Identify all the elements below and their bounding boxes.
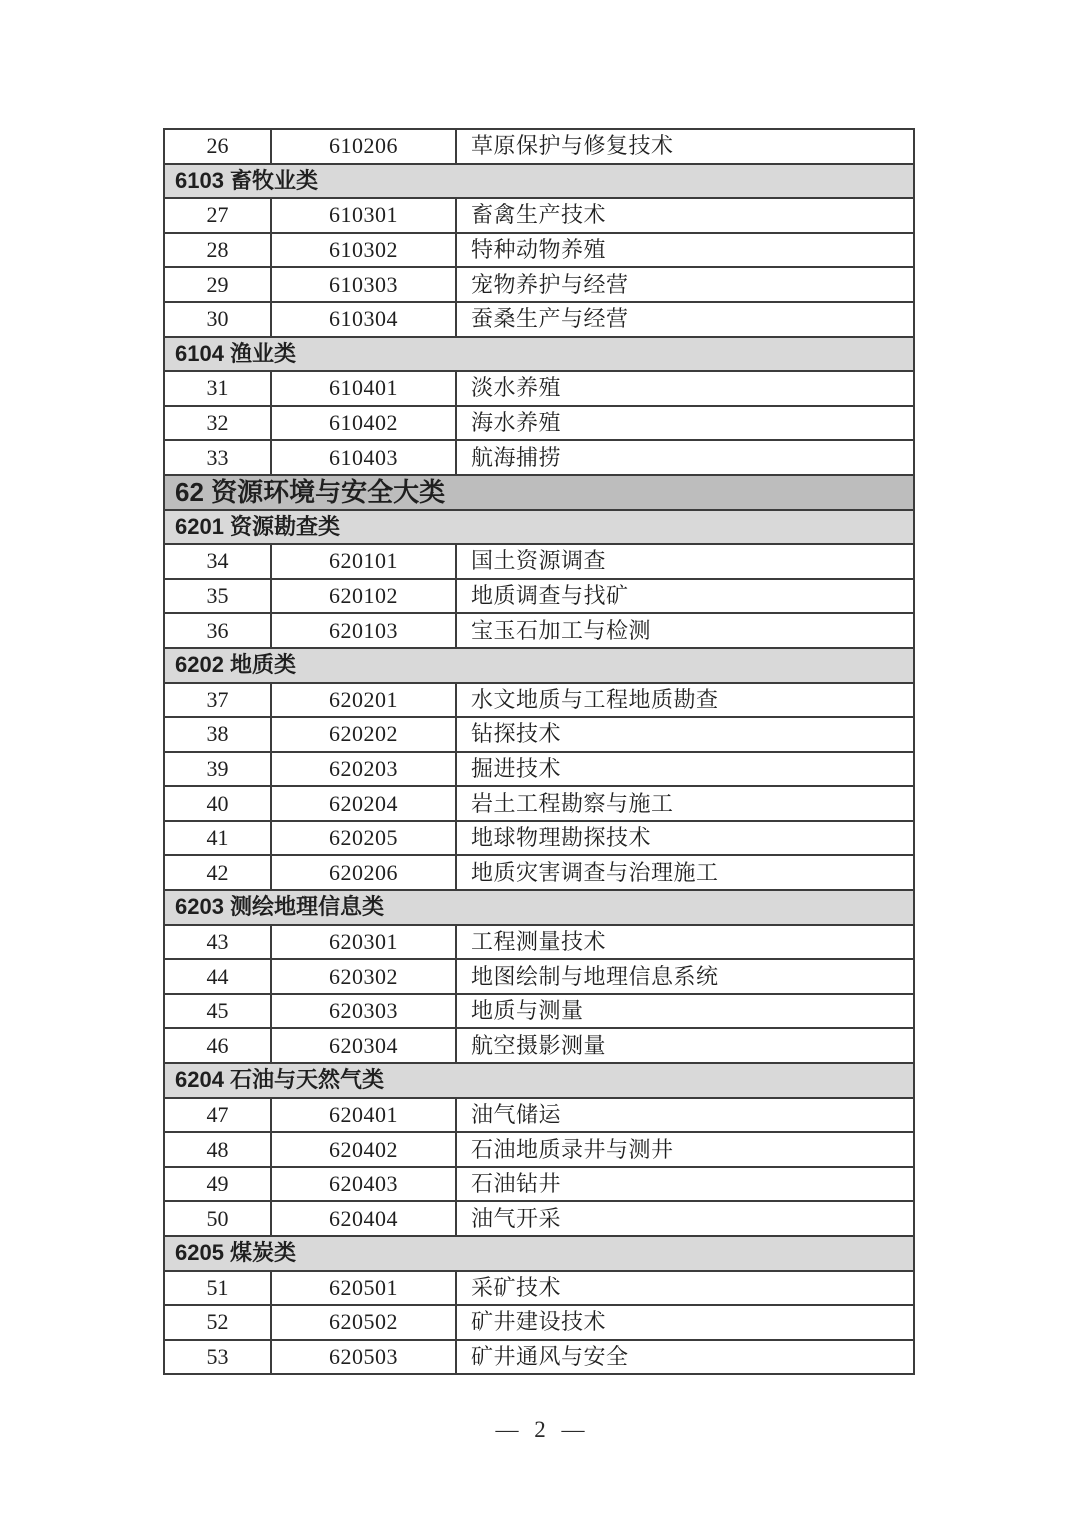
cell-seq: 26 (164, 129, 271, 164)
cell-code: 620204 (271, 786, 456, 821)
cell-name: 地质调查与找矿 (456, 579, 914, 614)
cell-name: 宠物养护与经营 (456, 267, 914, 302)
table-row (164, 406, 914, 441)
cell-seq: 39 (164, 752, 271, 787)
category-section-row (164, 890, 914, 925)
cell-name: 蚕桑生产与经营 (456, 302, 914, 337)
cell-code: 620404 (271, 1201, 456, 1236)
cell-code: 620402 (271, 1132, 456, 1167)
section-label: 6205 煤炭类 (164, 1236, 914, 1271)
table-row (164, 786, 914, 821)
cell-name: 掘进技术 (456, 752, 914, 787)
cell-seq: 43 (164, 925, 271, 960)
page-number: — 2 — (495, 1417, 585, 1442)
cell-code: 620201 (271, 683, 456, 718)
category-section-row (164, 337, 914, 372)
cell-seq: 38 (164, 717, 271, 752)
table-row (164, 1305, 914, 1340)
table-row (164, 1132, 914, 1167)
cell-code: 620203 (271, 752, 456, 787)
section-label: 6103 畜牧业类 (164, 164, 914, 199)
table-row (164, 683, 914, 718)
table-row (164, 267, 914, 302)
cell-code: 620103 (271, 613, 456, 648)
table-row (164, 544, 914, 579)
cell-code: 610301 (271, 198, 456, 233)
section-label: 6202 地质类 (164, 648, 914, 683)
cell-name: 地质灾害调查与治理施工 (456, 855, 914, 890)
cell-seq: 42 (164, 855, 271, 890)
cell-seq: 48 (164, 1132, 271, 1167)
cell-name: 矿井通风与安全 (456, 1340, 914, 1375)
cell-name: 地图绘制与地理信息系统 (456, 959, 914, 994)
cell-name: 石油钻井 (456, 1167, 914, 1202)
table-row (164, 925, 914, 960)
table-row (164, 1271, 914, 1306)
cell-seq: 35 (164, 579, 271, 614)
cell-name: 航空摄影测量 (456, 1028, 914, 1063)
category-section-row (164, 164, 914, 199)
cell-code: 620206 (271, 855, 456, 890)
cell-code: 620101 (271, 544, 456, 579)
table-row (164, 613, 914, 648)
cell-seq: 34 (164, 544, 271, 579)
cell-name: 海水养殖 (456, 406, 914, 441)
cell-code: 620102 (271, 579, 456, 614)
cell-code: 620304 (271, 1028, 456, 1063)
table-row (164, 1167, 914, 1202)
cell-name: 采矿技术 (456, 1271, 914, 1306)
table-row (164, 717, 914, 752)
cell-seq: 51 (164, 1271, 271, 1306)
majors-table (163, 128, 915, 1375)
table-row (164, 233, 914, 268)
table-row (164, 579, 914, 614)
cell-name: 宝玉石加工与检测 (456, 613, 914, 648)
cell-seq: 45 (164, 994, 271, 1029)
cell-seq: 30 (164, 302, 271, 337)
cell-name: 国土资源调查 (456, 544, 914, 579)
section-label: 6104 渔业类 (164, 337, 914, 372)
section-label: 6203 测绘地理信息类 (164, 890, 914, 925)
table-row (164, 440, 914, 475)
cell-code: 620302 (271, 959, 456, 994)
cell-code: 620205 (271, 821, 456, 856)
majors-table-body (164, 129, 914, 1374)
table-row (164, 821, 914, 856)
table-row (164, 959, 914, 994)
cell-seq: 52 (164, 1305, 271, 1340)
table-row (164, 371, 914, 406)
cell-seq: 33 (164, 440, 271, 475)
table-row (164, 994, 914, 1029)
section-label: 62 资源环境与安全大类 (164, 475, 914, 510)
cell-seq: 53 (164, 1340, 271, 1375)
cell-seq: 41 (164, 821, 271, 856)
cell-seq: 40 (164, 786, 271, 821)
section-label: 6201 资源勘查类 (164, 510, 914, 545)
cell-name: 油气储运 (456, 1098, 914, 1133)
cell-name: 特种动物养殖 (456, 233, 914, 268)
cell-seq: 36 (164, 613, 271, 648)
table-row (164, 129, 914, 164)
cell-code: 620202 (271, 717, 456, 752)
cell-code: 620401 (271, 1098, 456, 1133)
table-row (164, 302, 914, 337)
table-row (164, 752, 914, 787)
cell-name: 航海捕捞 (456, 440, 914, 475)
cell-seq: 31 (164, 371, 271, 406)
cell-seq: 50 (164, 1201, 271, 1236)
category-section-row (164, 1063, 914, 1098)
cell-name: 地球物理勘探技术 (456, 821, 914, 856)
category-section-row (164, 648, 914, 683)
cell-code: 620501 (271, 1271, 456, 1306)
cell-seq: 49 (164, 1167, 271, 1202)
cell-code: 620303 (271, 994, 456, 1029)
cell-code: 610403 (271, 440, 456, 475)
cell-seq: 27 (164, 198, 271, 233)
cell-seq: 29 (164, 267, 271, 302)
table-row (164, 1201, 914, 1236)
cell-seq: 37 (164, 683, 271, 718)
cell-name: 草原保护与修复技术 (456, 129, 914, 164)
section-label: 6204 石油与天然气类 (164, 1063, 914, 1098)
cell-seq: 32 (164, 406, 271, 441)
cell-name: 淡水养殖 (456, 371, 914, 406)
cell-seq: 28 (164, 233, 271, 268)
cell-name: 岩土工程勘察与施工 (456, 786, 914, 821)
cell-code: 610303 (271, 267, 456, 302)
cell-code: 610206 (271, 129, 456, 164)
cell-seq: 44 (164, 959, 271, 994)
table-row (164, 1340, 914, 1375)
cell-code: 620503 (271, 1340, 456, 1375)
cell-name: 油气开采 (456, 1201, 914, 1236)
cell-name: 工程测量技术 (456, 925, 914, 960)
category-section-row (164, 1236, 914, 1271)
cell-name: 石油地质录井与测井 (456, 1132, 914, 1167)
category-section-row (164, 510, 914, 545)
major-section-row (164, 475, 914, 510)
table-row (164, 855, 914, 890)
cell-code: 620301 (271, 925, 456, 960)
cell-code: 610401 (271, 371, 456, 406)
cell-name: 畜禽生产技术 (456, 198, 914, 233)
table-row (164, 1098, 914, 1133)
cell-name: 矿井建设技术 (456, 1305, 914, 1340)
cell-name: 地质与测量 (456, 994, 914, 1029)
cell-code: 610302 (271, 233, 456, 268)
cell-seq: 46 (164, 1028, 271, 1063)
cell-name: 钻探技术 (456, 717, 914, 752)
table-row (164, 198, 914, 233)
cell-code: 610402 (271, 406, 456, 441)
table-row (164, 1028, 914, 1063)
cell-seq: 47 (164, 1098, 271, 1133)
cell-code: 620403 (271, 1167, 456, 1202)
cell-code: 620502 (271, 1305, 456, 1340)
cell-name: 水文地质与工程地质勘查 (456, 683, 914, 718)
cell-code: 610304 (271, 302, 456, 337)
